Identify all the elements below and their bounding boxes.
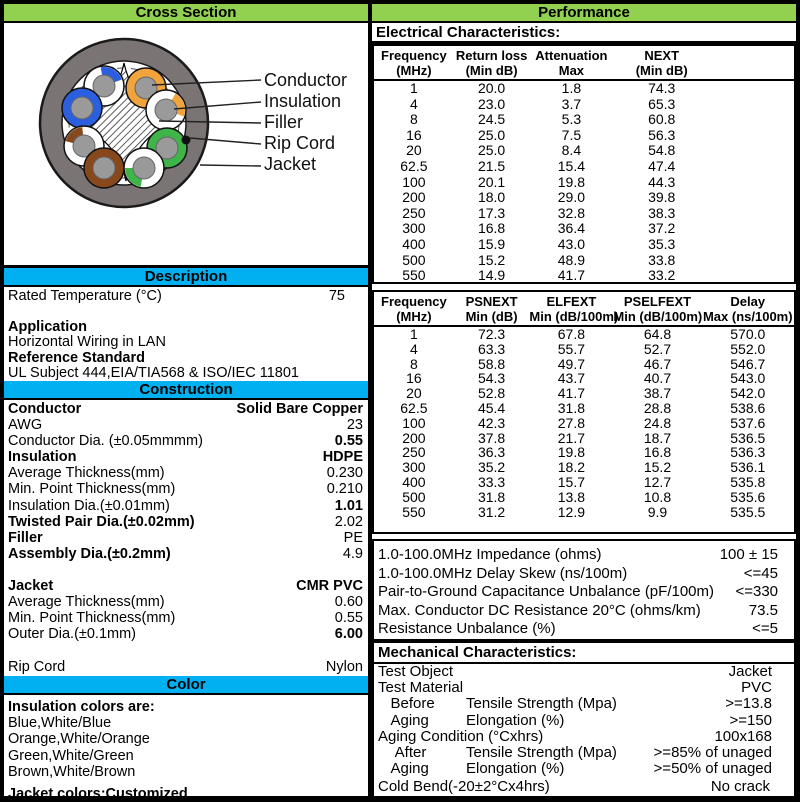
cell-next: 44.3 — [648, 173, 676, 190]
cell-pselfext: 64.8 — [643, 326, 672, 342]
cell-next: 35.3 — [648, 235, 676, 252]
cell-psnext: 37.8 — [477, 429, 506, 446]
cell-elfext: 21.7 — [557, 429, 586, 446]
cell-delay: 535.6 — [730, 488, 766, 505]
table1-header-cell: Attenuation Max — [535, 48, 608, 78]
performance-header: Performance — [372, 4, 796, 23]
summary-label: 1.0-100.0MHz Delay Skew (ns/100m) — [378, 564, 628, 582]
application-value: Horizontal Wiring in LAN — [8, 334, 166, 351]
wire-white-orange — [146, 90, 186, 130]
construction-label: Average Thickness(mm) — [8, 465, 165, 482]
cell-elfext: 55.7 — [557, 340, 586, 357]
table2-header-cell: PSELFEXT Min (dB/100m) — [613, 294, 703, 324]
table1-header-cell: Return loss (Min dB) — [455, 48, 528, 78]
cell-pselfext: 18.7 — [643, 429, 672, 446]
cell-return-loss: 18.0 — [477, 189, 506, 206]
cell-pselfext: 52.7 — [643, 340, 672, 357]
cell-return-loss: 20.1 — [477, 173, 506, 190]
summary-value: 73.5 — [748, 601, 778, 619]
construction-value: PE — [343, 529, 363, 546]
construction-value: 0.55 — [334, 433, 363, 450]
cross-section-header: Cross Section — [4, 4, 368, 23]
cell-frequency: 500 — [402, 251, 426, 268]
cell-delay: 543.0 — [730, 370, 766, 387]
mech-col1: Aging — [378, 760, 429, 778]
cell-delay: 552.0 — [730, 340, 766, 357]
construction-value: CMR PVC — [296, 578, 363, 595]
cell-delay: 535.5 — [730, 503, 766, 520]
construction-value: 1.01 — [334, 497, 363, 514]
cell-next: 60.8 — [648, 111, 676, 128]
mech-col2 — [466, 664, 729, 680]
cell-empty — [710, 190, 794, 206]
cell-return-loss: 14.9 — [477, 267, 506, 284]
cell-elfext: 13.8 — [557, 488, 586, 505]
table2-body — [374, 327, 794, 519]
cell-delay: 535.8 — [730, 473, 766, 490]
cell-return-loss: 15.2 — [477, 251, 506, 268]
electrical-table-1 — [372, 44, 796, 284]
cell-attenuation: 36.4 — [557, 220, 586, 237]
construction-value: 0.210 — [326, 481, 363, 498]
cell-attenuation: 48.9 — [557, 251, 586, 268]
cell-empty — [710, 97, 794, 113]
construction-label: Twisted Pair Dia.(±0.02mm) — [8, 513, 195, 530]
table2-header-cell: PSNEXT Min (dB) — [465, 294, 518, 324]
construction-value: 0.60 — [334, 594, 363, 611]
cell-pselfext: 46.7 — [643, 355, 672, 372]
summary-row — [378, 620, 794, 639]
construction-header: Construction — [4, 381, 368, 400]
construction-row — [8, 595, 363, 611]
construction-value: 6.00 — [334, 626, 363, 643]
construction-label: Rip Cord — [8, 658, 66, 675]
cell-delay: 536.1 — [730, 459, 766, 476]
cell-psnext: 45.4 — [477, 399, 506, 416]
construction-row — [8, 466, 363, 482]
cell-pselfext: 12.7 — [643, 473, 672, 490]
electrical-table-2 — [372, 290, 796, 534]
table2-header-cell: ELFEXT Min (dB/100m) — [529, 294, 619, 324]
construction-label: Filler — [8, 529, 43, 546]
reference-standard-value: UL Subject 444,EIA/TIA568 & ISO/IEC 11801 — [8, 365, 299, 382]
cell-next: 39.8 — [648, 189, 676, 206]
table1-header-cell: Frequency (MHz) — [381, 48, 447, 78]
construction-row — [8, 611, 363, 627]
cell-frequency: 300 — [402, 459, 426, 476]
mech-value: >=13.8 — [725, 695, 772, 713]
cell-psnext: 31.2 — [477, 503, 506, 520]
right-column — [372, 4, 796, 796]
construction-label: Outer Dia.(±0.1mm) — [8, 626, 137, 643]
summary-label: 1.0-100.0MHz Impedance (ohms) — [378, 546, 602, 563]
cell-frequency: 400 — [402, 473, 426, 490]
cell-frequency: 1 — [410, 80, 418, 96]
cell-elfext: 15.7 — [557, 473, 586, 490]
cell-elfext: 19.8 — [557, 444, 586, 461]
cell-psnext: 33.3 — [477, 473, 506, 490]
cell-empty — [710, 159, 794, 175]
cell-next: 33.8 — [648, 251, 676, 268]
cell-psnext: 42.3 — [477, 414, 506, 431]
mech-col2: Elongation (%) — [466, 760, 565, 778]
cell-next: 56.3 — [648, 126, 676, 143]
summary-value: 100 ± 15 — [719, 546, 778, 563]
cell-frequency: 8 — [410, 111, 418, 128]
summary-value: <=330 — [735, 583, 778, 601]
description-section — [4, 287, 368, 381]
cell-return-loss: 23.0 — [477, 95, 506, 112]
wire-blue — [62, 88, 102, 128]
construction-row — [8, 418, 363, 434]
construction-value: Solid Bare Copper — [236, 401, 363, 417]
mechanical-characteristics-heading: Mechanical Characteristics: — [374, 643, 794, 664]
mech-value: PVC — [741, 679, 772, 697]
mechanical-row — [374, 745, 794, 761]
cell-psnext: 58.8 — [477, 355, 506, 372]
cell-return-loss: 17.3 — [477, 204, 506, 221]
cell-frequency: 8 — [410, 355, 418, 372]
construction-row — [8, 547, 363, 563]
cell-frequency: 20 — [406, 142, 422, 159]
construction-label: Conductor — [8, 401, 82, 417]
cell-next: 47.4 — [648, 157, 676, 174]
cell-elfext: 12.9 — [557, 503, 586, 520]
construction-value: Nylon — [325, 658, 363, 675]
cell-elfext: 67.8 — [557, 326, 586, 342]
table2-header-row — [374, 292, 794, 327]
cell-pselfext: 10.8 — [643, 488, 672, 505]
cell-return-loss: 25.0 — [477, 126, 506, 143]
cell-frequency: 400 — [402, 235, 426, 252]
cell-elfext: 49.7 — [557, 355, 586, 372]
cell-empty — [710, 175, 794, 191]
summary-row — [378, 546, 794, 565]
cell-attenuation: 32.8 — [557, 204, 586, 221]
construction-row — [8, 402, 363, 418]
insulation-colors-list — [8, 715, 363, 780]
cell-next: 33.2 — [648, 267, 676, 284]
table1-header-row — [374, 46, 794, 81]
label-filler: Filler — [264, 112, 303, 132]
cell-attenuation: 19.8 — [557, 173, 586, 190]
construction-row — [8, 450, 363, 466]
application-label: Application — [8, 318, 87, 335]
cell-psnext: 72.3 — [477, 326, 506, 342]
cell-pselfext: 24.8 — [643, 414, 672, 431]
mech-value: >=150 — [729, 711, 772, 729]
cell-return-loss: 24.5 — [477, 111, 506, 128]
table2-header-cell: Delay Max (ns/100m) — [702, 294, 793, 324]
construction-row — [8, 515, 363, 531]
cell-frequency: 200 — [402, 429, 426, 446]
construction-value: 2.02 — [334, 513, 363, 530]
insulation-color-line: Blue,White/Blue — [8, 715, 112, 732]
color-section — [4, 695, 368, 802]
cell-return-loss: 15.9 — [477, 235, 506, 252]
color-header: Color — [4, 676, 368, 695]
cell-psnext: 52.8 — [477, 385, 506, 402]
cell-elfext: 18.2 — [557, 459, 586, 476]
construction-value: 0.230 — [326, 465, 363, 482]
electrical-characteristics-heading: Electrical Characteristics: — [372, 23, 796, 44]
cable-cross-section-diagram — [4, 23, 368, 268]
mech-col2 — [466, 729, 714, 745]
cell-attenuation: 1.8 — [561, 80, 582, 96]
mech-col1: After — [378, 744, 427, 762]
cell-empty — [710, 221, 794, 237]
cell-next: 38.3 — [648, 204, 676, 221]
cell-empty — [710, 237, 794, 253]
cell-frequency: 16 — [406, 126, 422, 143]
mechanical-characteristics-box — [372, 641, 796, 797]
summary-label: Resistance Unbalance (%) — [378, 620, 556, 638]
cell-delay: 538.6 — [730, 399, 766, 416]
cell-pselfext: 16.8 — [643, 444, 672, 461]
summary-row — [378, 602, 794, 621]
summary-row — [378, 583, 794, 602]
cell-attenuation: 5.3 — [561, 111, 582, 128]
cell-frequency: 250 — [402, 204, 426, 221]
cell-return-loss: 16.8 — [477, 220, 506, 237]
label-jacket: Jacket — [264, 154, 317, 174]
mechanical-row — [374, 713, 794, 729]
cell-frequency: 100 — [402, 414, 426, 431]
construction-value: HDPE — [322, 449, 363, 466]
construction-label: AWG — [8, 417, 43, 434]
cell-delay: 536.3 — [730, 444, 766, 461]
cold-bend-value: No crack — [710, 778, 770, 796]
construction-label: Jacket — [8, 578, 54, 595]
construction-value: 23 — [346, 417, 363, 434]
cell-elfext: 41.7 — [557, 385, 586, 402]
cell-frequency: 300 — [402, 220, 426, 237]
cell-attenuation: 7.5 — [561, 126, 582, 143]
cell-psnext: 36.3 — [477, 444, 506, 461]
cell-empty — [710, 128, 794, 144]
summary-row — [378, 565, 794, 584]
construction-label: Min. Point Thickness(mm) — [8, 481, 176, 498]
description-header: Description — [4, 268, 368, 287]
mech-col1: Test Material — [378, 679, 464, 697]
insulation-colors-heading: Insulation colors are: — [8, 699, 155, 715]
cell-frequency: 62.5 — [400, 399, 428, 416]
mech-value: 100x168 — [714, 727, 772, 745]
mech-col1: Aging Condition (°Cxhrs) — [378, 727, 544, 745]
cell-elfext: 27.8 — [557, 414, 586, 431]
cell-pselfext: 40.7 — [643, 370, 672, 387]
cell-psnext: 35.2 — [477, 459, 506, 476]
insulation-color-line: Brown,White/Brown — [8, 763, 136, 780]
table1-header-cell: NEXT (Min dB) — [635, 48, 688, 78]
construction-label: Average Thickness(mm) — [8, 594, 165, 611]
cell-frequency: 20 — [406, 385, 422, 402]
mechanical-row — [374, 729, 794, 745]
construction-value: 0.55 — [334, 610, 363, 627]
jacket-colors-line: Jacket colors:Customized — [8, 786, 188, 802]
wire-brown — [84, 148, 124, 188]
cell-frequency: 250 — [402, 444, 426, 461]
cell-frequency: 550 — [402, 267, 426, 284]
cell-attenuation: 3.7 — [561, 95, 582, 112]
construction-label: Conductor Dia. (±0.05mmmm) — [8, 433, 203, 450]
construction-row — [8, 531, 363, 547]
cell-pselfext: 15.2 — [643, 459, 672, 476]
wire-white-green — [124, 148, 164, 188]
cell-delay: 570.0 — [730, 326, 766, 342]
left-column — [4, 4, 372, 802]
table1-body — [374, 81, 794, 284]
insulation-color-line: Orange,White/Orange — [8, 731, 150, 748]
mechanical-rows — [374, 664, 794, 777]
summary-value: <=45 — [743, 564, 778, 582]
cell-pselfext: 38.7 — [643, 385, 672, 402]
cold-bend-row — [374, 777, 794, 797]
cell-elfext: 43.7 — [557, 370, 586, 387]
construction-label: Insulation — [8, 449, 77, 466]
cell-frequency: 4 — [410, 95, 418, 112]
cell-delay: 536.5 — [730, 429, 766, 446]
cell-attenuation: 8.4 — [561, 142, 582, 159]
cell-frequency: 62.5 — [400, 157, 428, 174]
cell-psnext: 31.8 — [477, 488, 506, 505]
rated-temperature-row — [8, 289, 363, 305]
mech-col2 — [466, 680, 741, 696]
construction-row — [8, 660, 363, 676]
mech-value: >=85% of unaged — [653, 744, 772, 762]
cell-return-loss: 25.0 — [477, 142, 506, 159]
mech-col2: Tensile Strength (Mpa) — [466, 744, 617, 762]
mech-col1: Test Object — [378, 663, 454, 680]
mech-value: >=50% of unaged — [653, 760, 772, 778]
mech-col1: Aging — [378, 711, 429, 729]
diagram-labels — [264, 70, 347, 175]
electrical-summary-box — [372, 539, 796, 641]
summary-label: Pair-to-Ground Capacitance Unbalance (pF/100m) — [378, 583, 714, 601]
cell-frequency: 550 — [402, 503, 426, 520]
mech-col2: Elongation (%) — [466, 711, 565, 729]
cell-attenuation: 41.7 — [557, 267, 586, 284]
cell-next: 65.3 — [648, 95, 676, 112]
cell-frequency: 4 — [410, 340, 418, 357]
construction-label: Min. Point Thickness(mm) — [8, 610, 176, 627]
cell-elfext: 31.8 — [557, 399, 586, 416]
summary-value: <=5 — [752, 620, 778, 638]
cell-empty — [710, 81, 794, 97]
label-conductor: Conductor — [264, 70, 348, 90]
cell-frequency: 500 — [402, 488, 426, 505]
construction-row — [8, 643, 363, 659]
mech-col2: Tensile Strength (Mpa) — [466, 695, 617, 713]
rated-temperature-label: Rated Temperature (°C) — [8, 288, 162, 304]
label-rip-cord: Rip Cord — [264, 133, 336, 153]
cell-empty — [710, 112, 794, 128]
cell-empty — [710, 268, 794, 284]
cell-attenuation: 29.0 — [557, 189, 586, 206]
cell-attenuation: 15.4 — [557, 157, 586, 174]
cell-delay: 537.6 — [730, 414, 766, 431]
cell-next: 37.2 — [648, 220, 676, 237]
construction-row — [8, 563, 363, 579]
construction-row — [8, 482, 363, 498]
mechanical-row — [374, 680, 794, 696]
spacer — [8, 305, 363, 320]
cell-frequency: 1 — [410, 326, 418, 342]
construction-row — [8, 499, 363, 515]
cell-empty — [710, 253, 794, 269]
construction-row — [8, 434, 363, 450]
insulation-color-line: Green,White/Green — [8, 747, 134, 764]
cell-delay: 542.0 — [730, 385, 766, 402]
cell-empty — [710, 206, 794, 222]
mechanical-row — [374, 696, 794, 712]
mech-col1: Before — [378, 695, 435, 713]
summary-label: Max. Conductor DC Resistance 20°C (ohms/km) — [378, 601, 701, 619]
cell-psnext: 54.3 — [477, 370, 506, 387]
cell-return-loss: 21.5 — [477, 157, 506, 174]
construction-label: Assembly Dia.(±0.2mm) — [8, 545, 171, 562]
mechanical-row — [374, 761, 794, 777]
mechanical-row — [374, 664, 794, 680]
cell-empty — [710, 143, 794, 159]
cell-frequency: 100 — [402, 173, 426, 190]
rip-cord-dot — [182, 136, 191, 145]
construction-row — [8, 627, 363, 643]
table2-header-cell: Frequency (MHz) — [381, 294, 447, 324]
cell-attenuation: 43.0 — [557, 235, 586, 252]
cell-pselfext: 28.8 — [643, 399, 672, 416]
mech-value: Jacket — [728, 663, 772, 680]
cell-frequency: 200 — [402, 189, 426, 206]
cell-frequency: 16 — [406, 370, 422, 387]
construction-label: Insulation Dia.(±0.01mm) — [8, 497, 170, 514]
cold-bend-label: Cold Bend(-20±2°Cx4hrs) — [378, 778, 550, 796]
construction-row — [8, 579, 363, 595]
cell-return-loss: 20.0 — [477, 80, 506, 96]
cell-delay: 546.7 — [730, 355, 766, 372]
cell-psnext: 63.3 — [477, 340, 506, 357]
rated-temperature-value: 75 — [328, 288, 345, 304]
cell-next: 54.8 — [648, 142, 676, 159]
reference-standard-label: Reference Standard — [8, 349, 145, 366]
label-insulation: Insulation — [264, 91, 342, 111]
cell-next: 74.3 — [648, 80, 676, 96]
cell-pselfext: 9.9 — [647, 503, 668, 520]
construction-section — [4, 400, 368, 676]
construction-value: 4.9 — [342, 545, 363, 562]
